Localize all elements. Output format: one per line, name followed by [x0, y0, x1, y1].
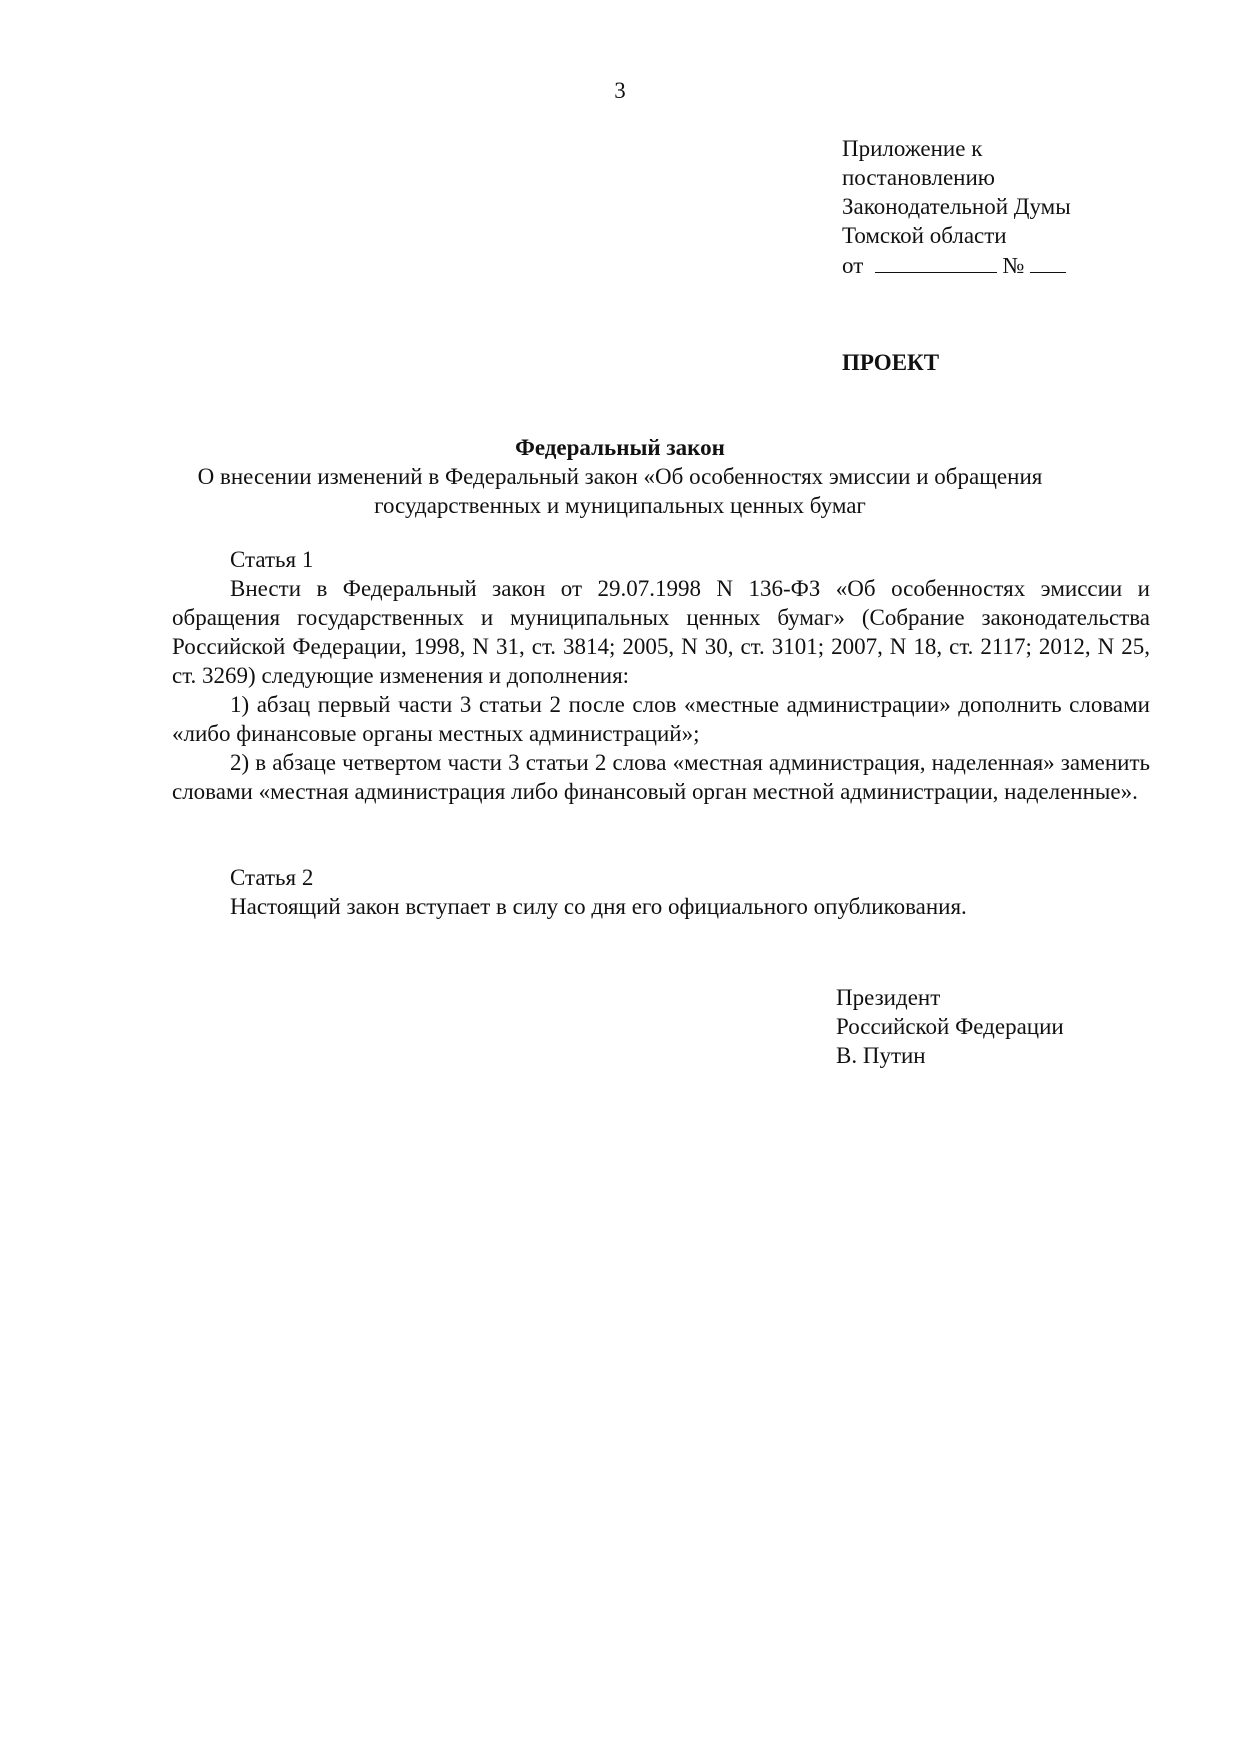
signature-block [836, 983, 1064, 1070]
article-1-heading: Статья 1 [230, 547, 314, 572]
article-1-item-2: 2) в абзаце четвертом части 3 статьи 2 слова «местная администрация, наделенная» заменить словами «местная администрация либо финансовый орган местной администрации, наделенные». [172, 750, 1150, 804]
appendix-line: постановлению [842, 165, 995, 190]
signature-country: Российской Федерации [836, 1014, 1064, 1039]
law-type: Федеральный закон [515, 435, 725, 460]
article-1-body [172, 574, 1150, 806]
signature-title: Президент [836, 985, 941, 1010]
article-2-heading: Статья 2 [230, 865, 314, 890]
article-1-paragraph: Внести в Федеральный закон от 29.07.1998 N 136-ФЗ «Об особенностях эмиссии и обращения государственных и муниципальных ценных бумаг» (Собрание законодательства Российской Федерации, 1998, N 31, ст. 3814; 2005, N 30, ст. 3101; 2007, N 18, ст. 2117; 2012, N 25, ст. 3269) следующие изменения и дополнения: [172, 576, 1150, 688]
appendix-block [842, 134, 1172, 280]
date-prefix: от [842, 253, 864, 278]
law-title-line: О внесении изменений в Федеральный закон «Об особенностях эмиссии и обращения [197, 464, 1043, 489]
number-blank [1030, 250, 1066, 273]
appendix-line: Томской области [842, 223, 1007, 248]
law-heading [0, 433, 1240, 520]
date-blank [875, 250, 997, 273]
appendix-line: Приложение к [842, 136, 983, 161]
signature-name: В. Путин [836, 1043, 926, 1068]
appendix-line: Законодательной Думы [842, 194, 1071, 219]
appendix-date-line [842, 250, 1172, 280]
article-2-text: Настоящий закон вступает в силу со дня его официального опубликования. [230, 894, 967, 919]
law-title-line: государственных и муниципальных ценных бумаг [374, 493, 866, 518]
page-number: 3 [614, 78, 626, 103]
number-sign: № [1002, 253, 1025, 278]
article-1-item-1: 1) абзац первый части 3 статьи 2 после слов «местные администрации» дополнить словами «либо финансовые органы местных администраций»; [172, 692, 1150, 746]
draft-label: ПРОЕКТ [842, 350, 940, 375]
